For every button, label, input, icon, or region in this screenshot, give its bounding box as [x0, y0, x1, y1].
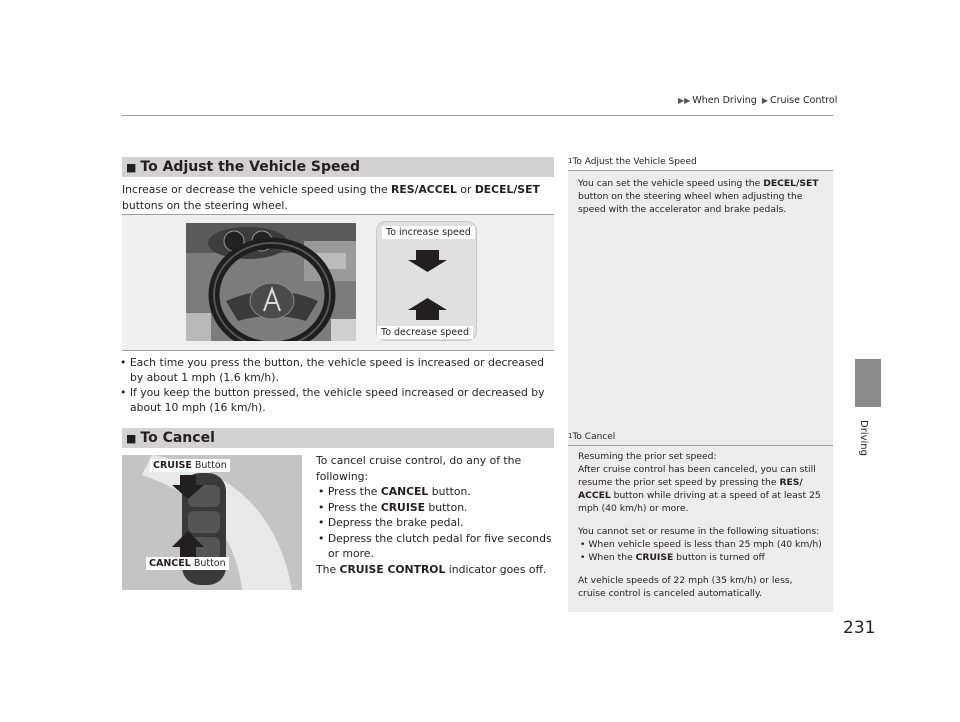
chapter-label: Driving — [858, 420, 869, 456]
list-item: • If you keep the button pressed, the vehicle speed increased or decreased by about 10 mph (16 km/h). — [108, 385, 558, 415]
header-divider — [122, 115, 833, 116]
decrease-arrow-icon — [408, 298, 447, 320]
label-cruise-button: CRUISE Button — [150, 459, 230, 472]
steering-wheel-photo — [186, 223, 356, 341]
list-item: • Depress the clutch pedal for five seconds or more. — [316, 531, 556, 562]
list-item: • Press the CANCEL button. — [316, 484, 556, 500]
black-square-icon: ■ — [126, 432, 137, 445]
note-heading-cancel: $^1$To Cancel — [568, 432, 616, 442]
note-heading-adjust: $^1$To Adjust the Vehicle Speed — [568, 157, 697, 167]
adjust-bullets — [108, 355, 558, 415]
speed-buttons-callout — [376, 221, 477, 341]
steering-wheel-figure — [122, 214, 554, 351]
triangle-arrow-icon: ▶ — [761, 96, 768, 105]
cancel-outro: The CRUISE CONTROL indicator goes off. — [316, 562, 547, 576]
list-item: • Each time you press the button, the vehicle speed is increased or decreased by about 1 mph (1.6 km/h). — [108, 355, 558, 385]
label-increase-speed: To increase speed — [382, 226, 475, 239]
section-heading-adjust: ■ To Adjust the Vehicle Speed — [122, 157, 554, 177]
label-cancel-button: CANCEL Button — [146, 557, 229, 570]
increase-arrow-icon — [408, 250, 447, 272]
breadcrumb-item-cruise-control[interactable]: Cruise Control — [769, 95, 838, 106]
cancel-instructions: To cancel cruise control, do any of the following: • Press the CANCEL button. • Press the CRUISE button. • Depress the brake pedal. • Depress the clutch pedal for five seconds or more. The CRUISE CONTROL indicator goes off. — [316, 453, 556, 577]
chapter-tab[interactable] — [855, 359, 881, 407]
note-box-cancel: Resuming the prior set speed: After cruise control has been canceled, you can still resume the prior set speed by pressing the RES/ ACCEL button while driving at a speed of at least 25 mph (40 km/h) or more. You cannot set or resume in the following situations: • When vehicle speed is less than 25 mph (40 km/h) • When the CRUISE button is turned off At vehicle speeds of 22 mph (35 km/h) or less, cruise control is canceled automatically. — [568, 446, 833, 612]
double-triangle-arrow-icon: ▶▶ — [678, 96, 691, 105]
section-heading-cancel: ■ To Cancel — [122, 428, 554, 448]
note-marker-icon: 1 — [568, 157, 573, 165]
page-number: 231 — [843, 618, 876, 638]
breadcrumb — [676, 95, 837, 106]
black-square-icon: ■ — [126, 161, 137, 174]
list-item: • Press the CRUISE button. — [316, 500, 556, 516]
list-item: • When vehicle speed is less than 25 mph (40 km/h) — [580, 539, 822, 550]
list-item: • Depress the brake pedal. — [316, 515, 556, 531]
label-decrease-speed: To decrease speed — [377, 326, 473, 339]
breadcrumb-item-when-driving[interactable]: When Driving — [692, 95, 757, 106]
note-box-adjust: You can set the vehicle speed using the DECEL/SET button on the steering wheel when adjusting the speed with the accelerator and brake pedals. — [568, 171, 833, 600]
list-item: • When the CRUISE button is turned off — [580, 552, 765, 563]
adjust-intro: Increase or decrease the vehicle speed using the RES/ACCEL or DECEL/SET buttons on the steering wheel. — [122, 183, 540, 212]
note-marker-icon: 1 — [568, 432, 573, 440]
